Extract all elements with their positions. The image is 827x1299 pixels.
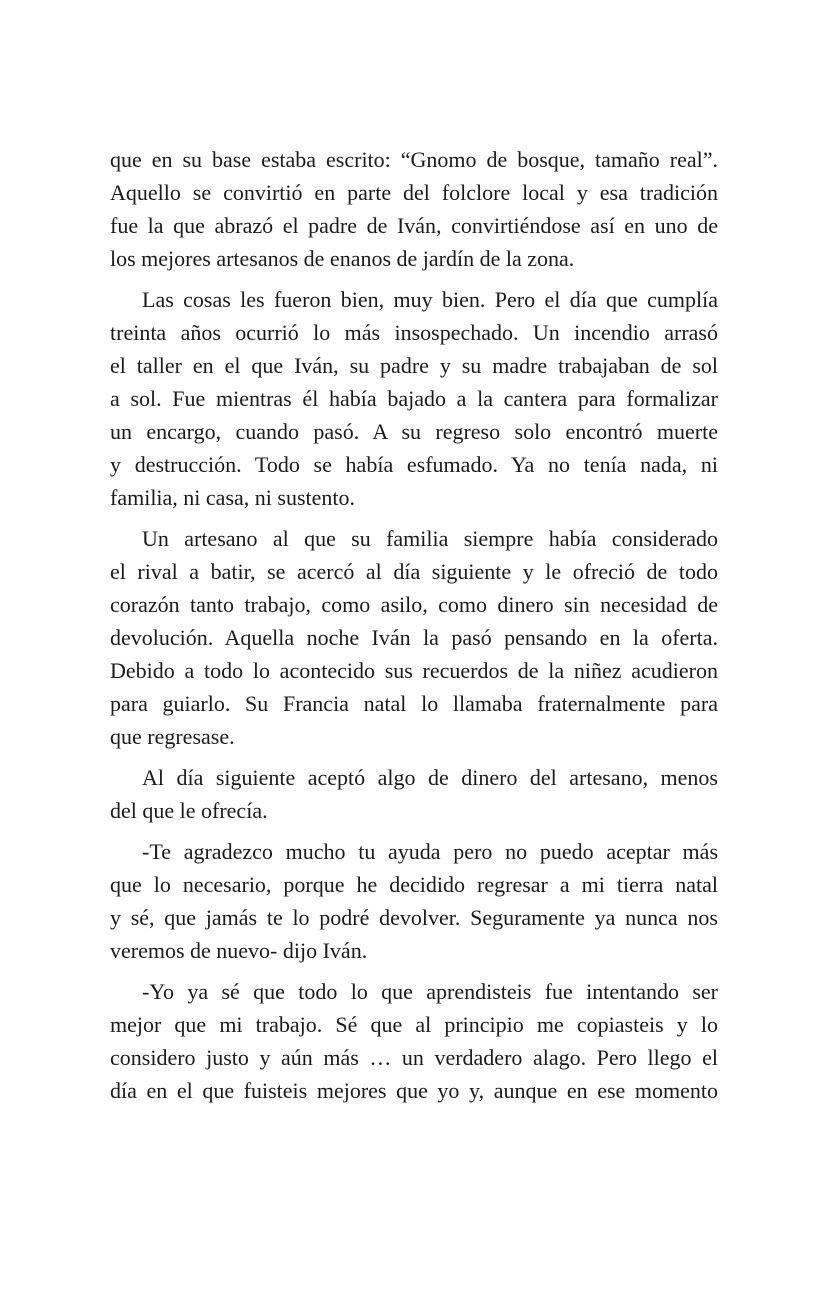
text-line: que en su base estaba escrito: “Gnomo de bosque, tamaño real”. xyxy=(110,147,718,172)
text-line: el rival a batir, se acercó al día siguiente y le ofreció de todo xyxy=(110,559,718,584)
text-line: Las cosas les fueron bien, muy bien. Pero el día que cumplía xyxy=(142,287,718,312)
paragraph xyxy=(110,761,718,827)
paragraph xyxy=(110,143,718,275)
text-line: a sol. Fue mientras él había bajado a la cantera para formalizar xyxy=(110,386,718,411)
text-line: Al día siguiente aceptó algo de dinero del artesano, menos xyxy=(142,765,718,790)
text-line: y destrucción. Todo se había esfumado. Ya no tenía nada, ni xyxy=(110,452,718,477)
text-line: -Te agradezco mucho tu ayuda pero no puedo aceptar más xyxy=(142,839,718,864)
text-line: que regresase. xyxy=(110,724,235,749)
text-line: para guiarlo. Su Francia natal lo llamaba fraternalmente para xyxy=(110,691,718,716)
text-line: Debido a todo lo acontecido sus recuerdos de la niñez acudieron xyxy=(110,658,718,683)
text-line: día en el que fuisteis mejores que yo y, aunque en ese momento xyxy=(110,1078,718,1103)
text-line: que lo necesario, porque he decidido regresar a mi tierra natal xyxy=(110,872,718,897)
text-line: considero justo y aún más … un verdadero alago. Pero llego el xyxy=(110,1045,718,1070)
text-line: y sé, que jamás te lo podré devolver. Seguramente ya nunca nos xyxy=(110,905,718,930)
text-line: -Yo ya sé que todo lo que aprendisteis fue intentando ser xyxy=(142,979,718,1004)
paragraph xyxy=(110,283,718,514)
paragraph xyxy=(110,522,718,753)
page-body xyxy=(110,143,718,1115)
text-line: del que le ofrecía. xyxy=(110,798,268,823)
text-line: veremos de nuevo- dijo Iván. xyxy=(110,938,368,963)
text-line: un encargo, cuando pasó. A su regreso solo encontró muerte xyxy=(110,419,718,444)
text-line: Aquello se convirtió en parte del folclore local y esa tradición xyxy=(110,180,718,205)
dialogue-paragraph xyxy=(110,975,718,1107)
text-line: el taller en el que Iván, su padre y su madre trabajaban de sol xyxy=(110,353,718,378)
text-line: mejor que mi trabajo. Sé que al principio me copiasteis y lo xyxy=(110,1012,718,1037)
dialogue-paragraph xyxy=(110,835,718,967)
text-line: treinta años ocurrió lo más insospechado. Un incendio arrasó xyxy=(110,320,718,345)
text-line: familia, ni casa, ni sustento. xyxy=(110,485,355,510)
text-line: los mejores artesanos de enanos de jardín de la zona. xyxy=(110,246,575,271)
text-line: devolución. Aquella noche Iván la pasó pensando en la oferta. xyxy=(110,625,718,650)
text-line: Un artesano al que su familia siempre había considerado xyxy=(142,526,718,551)
text-line: fue la que abrazó el padre de Iván, convirtiéndose así en uno de xyxy=(110,213,718,238)
text-line: corazón tanto trabajo, como asilo, como dinero sin necesidad de xyxy=(110,592,718,617)
